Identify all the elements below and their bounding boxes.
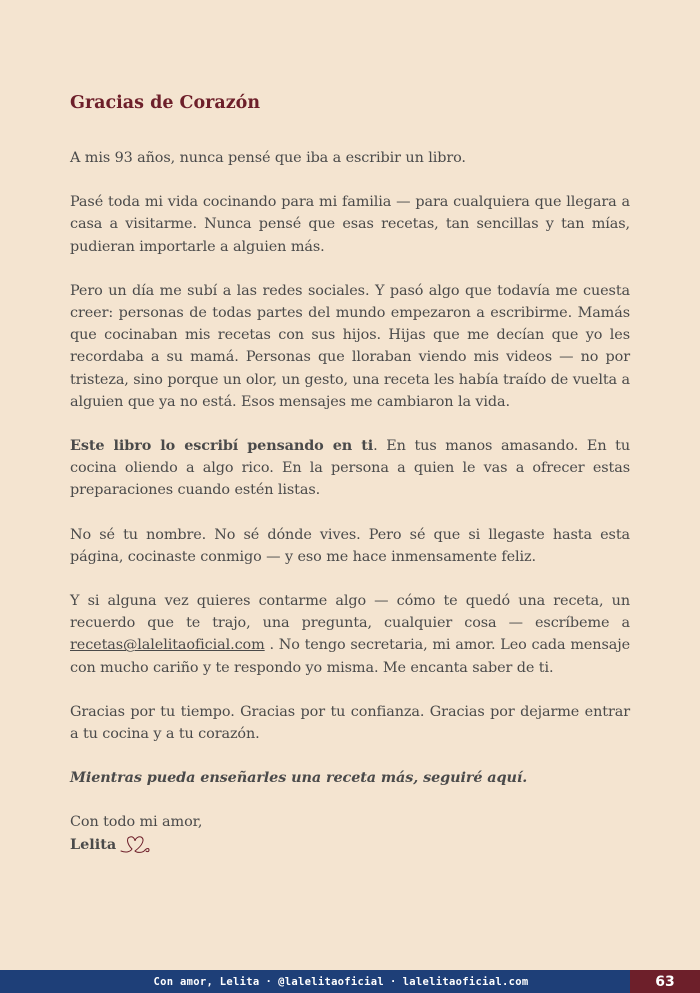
footer-separator: · (265, 975, 273, 988)
paragraph-intro: A mis 93 años, nunca pensé que iba a escribir un libro. (70, 150, 466, 166)
footer-website[interactable]: lalelitaoficial.com (402, 975, 529, 988)
closing-line: Con todo mi amor, (70, 814, 203, 831)
footer-text (0, 976, 630, 988)
signature (70, 834, 630, 856)
page-title: Gracias de Corazón (70, 93, 261, 113)
dedication-bold-text: Este libro lo escribí pensando en ti (70, 437, 374, 455)
page-number: 63 (630, 970, 700, 993)
paragraph-dedication (70, 435, 630, 502)
paragraph-unknown-reader: No sé tu nombre. No sé dónde vives. Pero sé que si llegaste hasta esta página, cocinaste conmigo — y eso me hace inmensamente feliz. (70, 526, 630, 565)
email-link[interactable]: recetas@lalelitaoficial.com (70, 637, 265, 654)
contact-start-text: Y si alguna vez quieres contarme algo — cómo te quedó una receta, un recuerdo que te trajo, una pregunta, cualquier cosa — escríbeme a (70, 593, 630, 632)
footer-separator: · (390, 975, 397, 988)
contact-end-text: . No tengo secretaria, mi amor. Leo cada mensaje con mucho cariño y te respondo yo misma. Me encanta saber de ti. (70, 637, 630, 676)
paragraph-contact (70, 590, 630, 679)
footer-bar (0, 970, 700, 993)
paragraph-social-media: Pero un día me subí a las redes sociales. Y pasó algo que todavía me cuesta creer: personas de todas partes del mundo empezaron a escribirme. Mamás que cocinaban mis recetas con sus hijos. Hijas que me decían que yo les recordaba a su mamá. Personas que lloraban viendo mis videos — no por tristeza, sino porque un olor, un gesto, una receta les había traído de vuelta a alguien que ya no está. Esos mensajes me cambiaron la vida. (70, 282, 630, 410)
paragraph-thanks: Gracias por tu tiempo. Gracias por tu confianza. Gracias por dejarme entrar a tu cocina y a tu corazón. (70, 703, 630, 743)
paragraph-family: Pasé toda mi vida cocinando para mi familia — para cualquiera que llegara a casa a visitarme. Nunca pensé que esas recetas, tan sencillas y tan mías, pudieran importarle a alguien más. (70, 194, 630, 255)
footer-social-handle[interactable]: @lalelitaoficial (278, 975, 385, 988)
letter-page (70, 90, 630, 856)
dedication-rest-text: . En tus manos amasando. En tu cocina oliendo a algo rico. En la persona a quien le vas a ofrecer estas preparaciones cuando estén listas. (70, 438, 630, 499)
closing-italic-line: Mientras pueda enseñarles una receta más, seguiré aquí. (70, 769, 528, 787)
signature-name: Lelita (70, 835, 117, 853)
footer-signature: Con amor, Lelita (153, 975, 260, 988)
heart-flourish-icon (118, 834, 154, 856)
